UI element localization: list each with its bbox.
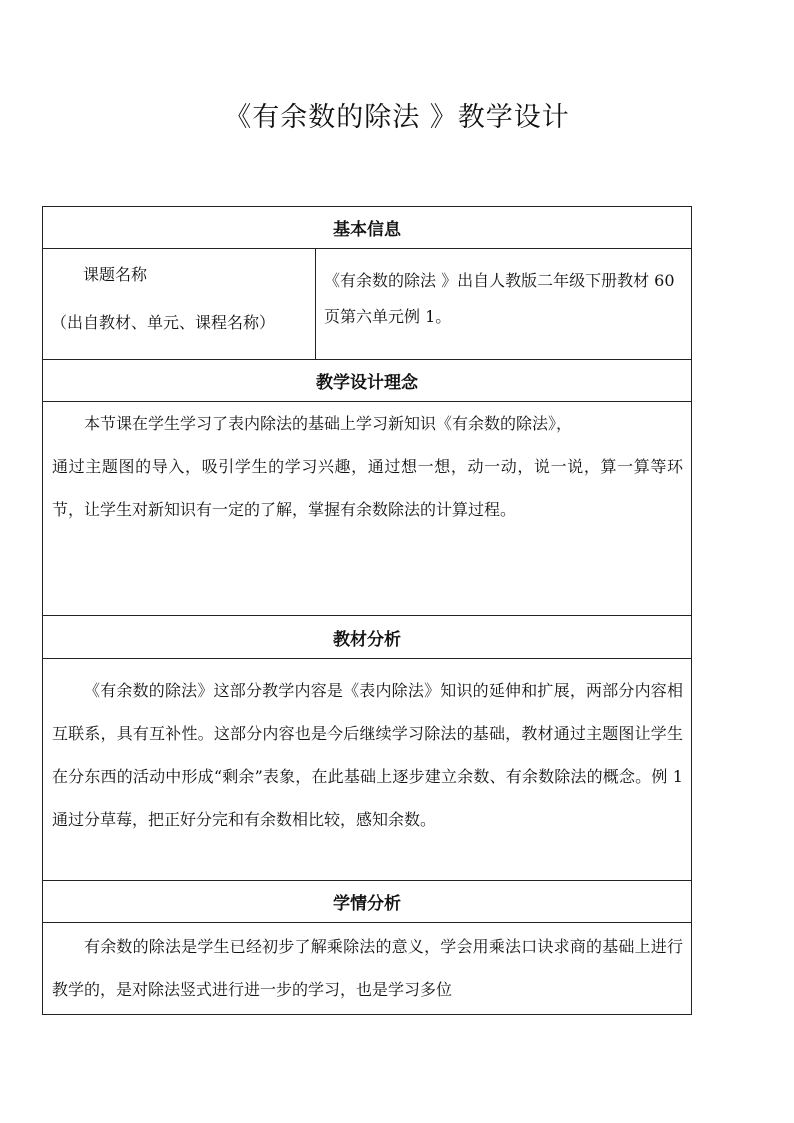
learner-analysis-header-row [43,881,692,923]
material-analysis-paragraph: 《有余数的除法》这部分教学内容是《表内除法》知识的延伸和扩展，两部分内容相互联系，具有互补性。这部分内容也是今后继续学习除法的基础，教材通过主题图让学生在分东西的活动中形成“剩余”表象，在此基础上逐步建立余数、有余数除法的概念。例 1 通过分草莓，把正好分完和有余数相比较，感知余数。 [52,681,683,829]
basic-info-header-row [43,207,692,249]
design-concept-body-row [43,402,692,616]
material-analysis-body [43,659,692,881]
basic-info-heading: 基本信息 [43,207,692,249]
topic-row [43,249,692,360]
document-title: 《有余数的除法 》教学设计 [224,102,570,133]
topic-label-note: （出自教材、单元、课程名称） [51,313,276,332]
design-concept-header-row [43,360,692,402]
lesson-design-table [42,206,692,1015]
design-concept-body [43,402,692,616]
material-analysis-body-row [43,659,692,881]
learner-analysis-body-row [43,923,692,1015]
design-concept-paragraph-2: 通过主题图的导入，吸引学生的学习兴趣，通过想一想，动一动，说一说，算一算等环节，让学生对新知识有一定的了解，掌握有余数除法的计算过程。 [52,457,683,519]
topic-value-cell [316,249,692,360]
design-concept-heading: 教学设计理念 [43,360,692,402]
topic-label-cell [43,249,316,360]
material-analysis-heading: 教材分析 [43,616,692,659]
topic-value: 《有余数的除法 》出自人教版二年级下册教材 60 页第六单元例 1。 [324,271,675,326]
learner-analysis-heading: 学情分析 [43,881,692,923]
design-concept-paragraph-1: 本节课在学生学习了表内除法的基础上学习新知识《有余数的除法》， [84,414,573,433]
learner-analysis-paragraph: 有余数的除法是学生已经初步了解乘除法的意义，学会用乘法口诀求商的基础上进行教学的，是对除法竖式进行进一步的学习，也是学习多位 [52,937,683,999]
material-analysis-header-row [43,616,692,659]
learner-analysis-body [43,923,692,1015]
topic-label: 课题名称 [83,265,148,284]
